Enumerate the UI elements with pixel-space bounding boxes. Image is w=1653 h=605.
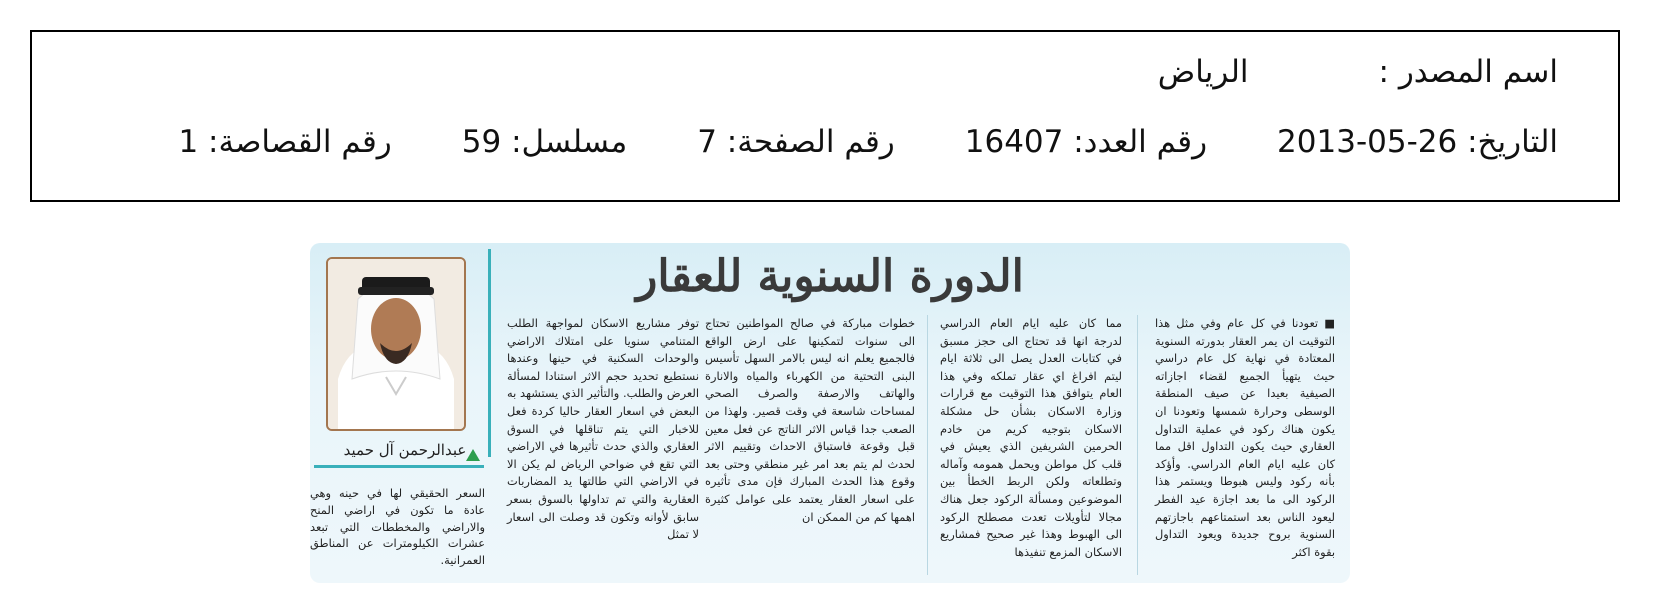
clip-field: رقم القصاصة: 1 bbox=[178, 124, 392, 160]
page-field: رقم الصفحة: 7 bbox=[697, 124, 895, 160]
document-header bbox=[30, 30, 1620, 202]
article-headline: الدورة السنوية للعقار bbox=[636, 251, 1024, 302]
article-column-1: ■ تعودنا في كل عام وفي مثل هذا التوقيت ان يمر العقار بدورته السنوية المعتادة في نهاية كل عام دراسي حيث يتهيأ الجميع لقضاء اجازاته الصيفية بعيدا عن صيف المنطقة الوسطى وحرارة شمسها وتعودنا ان يكون هناك ركود في عملية التداول العقاري حيث يكون التداول اقل مما كان عليه ايام العام الدراسي. وأؤكد بأنه ركود وليس هبوطا ويستمر هذا الركود الى ما بعد اجازة عيد الفطر ليعود الناس بعد استمتاعهم باجازتهم السنوية بروح جديدة ويعود التداول بقوة اكثر bbox=[1155, 316, 1335, 559]
meta-line bbox=[178, 124, 1558, 160]
author-underline bbox=[314, 465, 484, 468]
article-column-3: خطوات مباركة في صالح المواطنين تحتاج الى سنوات لتمكينها على ارض الواقع فالجميع يعلم انه ليس بالامر السهل تأسيس البنى التحتية من الكهرباء والمياه والانارة والهاتف والارصفة والصرف الصحي لمساحات شاسعة في وقت قصير. ولهذا من الصعب جدا قياس الاثر الناتج عن فعل معين قبل وقوعة فاستباق الاحداث وتقييم الاثر لحدث لم يتم بعد امر غير منطقي وحتى بعد وقوع هذا الحدث المبارك فإن مدى تأثيره على اسعار العقار يعتمد على عوامل كثيرة اهمها كم من الممكن ان bbox=[705, 316, 915, 524]
accent-rule bbox=[488, 249, 491, 457]
column-divider bbox=[927, 315, 928, 575]
source-label: اسم المصدر : bbox=[1378, 54, 1558, 90]
article-column-4: توفر مشاريع الاسكان لمواجهة الطلب المتنامي سنويا على امتلاك الاراضي والوحدات السكنية في حينها وعندها نستطيع تحديد حجم الاثر استنادا لمسألة العرض والطلب. والتأثير الذي يستشهد به البعض في اسعار العقار حاليا كردة فعل للاخبار التي يتم تناقلها في السوق العقاري والذي حدث تأثيرها في الاراضي التي تقع في ضواحي الرياض لم يكن الا في الاراضي التي طالتها يد المضاربات العقارية والتي تم تداولها بالسوق بسعر سابق لأوانه وتكون قد وصلت الى اسعار لا تمثل bbox=[507, 316, 699, 542]
article-column-2: مما كان عليه ايام العام الدراسي لدرجة انها قد تحتاج الى حجز مسبق في كتابات العدل يصل الى ثلاثة ايام ليتم افراغ اي عقار تملكه وفي هذا العام يتوافق هذا التوقيت مع قرارات وزارة الاسكان بشأن حل مشكلة الاسكان بتوجيه كريم من خادم الحرمين الشريفين الذي يعيش في قلب كل مواطن ويحمل همومه وآماله وتطلعاته ولكن الربط الخطأ بين الموضوعين ومسألة الركود جعل هناك مجالا لتأويلات تعدت مصطلح الركود الى الهبوط وهذا غير صحيح فمشاريع الاسكان المزمع تنفيذها bbox=[940, 316, 1122, 559]
source-line bbox=[1158, 54, 1558, 90]
article-column-5: السعر الحقيقي لها في حينه وهي عادة ما تكون في اراضي المنح والاراضي والمخططات التي تبعد عشرات الكيلومترات عن المناطق العمرانية. bbox=[310, 486, 485, 568]
newspaper-clipping bbox=[310, 243, 1350, 583]
source-value: الرياض bbox=[1157, 54, 1249, 90]
author-portrait bbox=[326, 257, 466, 431]
serial-field: مسلسل: 59 bbox=[461, 124, 628, 160]
triangle-marker-icon bbox=[466, 449, 480, 461]
issue-field: رقم العدد: 16407 bbox=[964, 124, 1208, 160]
author-name: عبدالرحمن آل حميد bbox=[343, 441, 467, 459]
column-divider bbox=[1137, 315, 1138, 575]
date-field: التاريخ: 26-05-2013 bbox=[1277, 124, 1558, 160]
